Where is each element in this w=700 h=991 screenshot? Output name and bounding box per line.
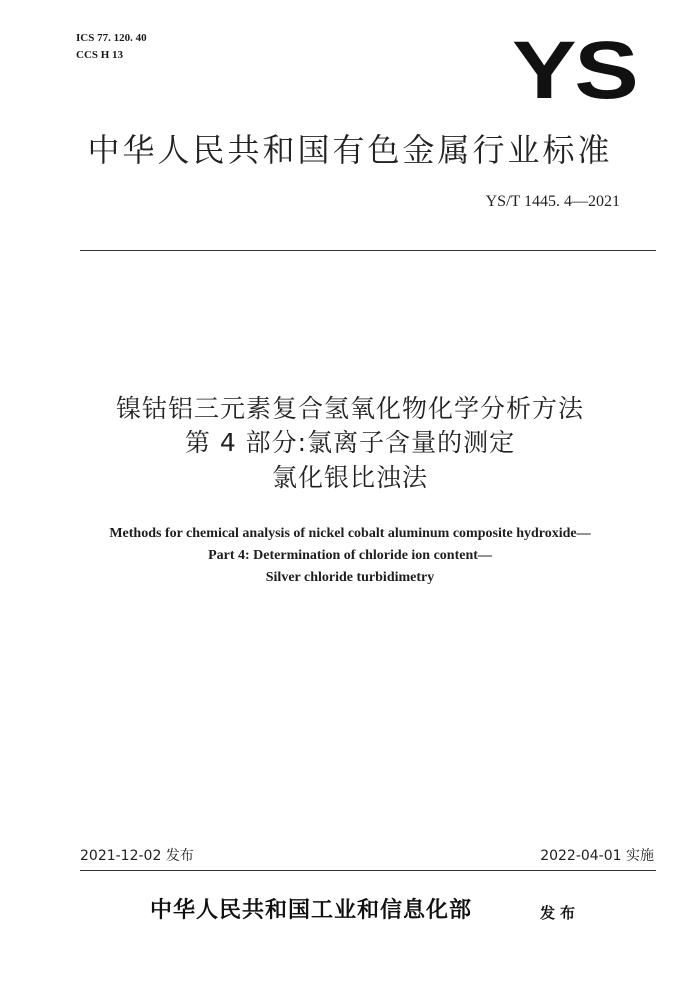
ccs-code: CCS H 13 (76, 49, 124, 61)
title-cn-line3: 氯化银比浊法 (271, 463, 428, 492)
title-en-line1: Methods for chemical analysis of nickel cobalt aluminum composite hydroxide— (109, 526, 591, 541)
bottom-divider (80, 870, 656, 871)
title-cn-line2: 第 4 部分:氯离子含量的测定 (184, 428, 516, 457)
implement-date: 2022-04-01 实施 (540, 848, 654, 864)
ys-logo: YS (511, 25, 636, 116)
standard-category-title: 中华人民共和国有色金属行业标准 (87, 131, 613, 169)
title-en-line2: Part 4: Determination of chloride ion content— (208, 548, 492, 563)
top-divider (80, 250, 656, 251)
standard-code: YS/T 1445. 4—2021 (485, 193, 620, 210)
publish-date: 2021-12-02 发布 (80, 848, 194, 864)
issuing-authority: 中华人民共和国工业和信息化部 (150, 898, 473, 923)
title-en-line3: Silver chloride turbidimetry (265, 570, 435, 585)
ics-code: ICS 77. 120. 40 (76, 32, 147, 44)
issue-label: 发布 (540, 904, 581, 922)
title-cn-line1: 镍钴铝三元素复合氢氧化物化学分析方法 (115, 394, 584, 423)
